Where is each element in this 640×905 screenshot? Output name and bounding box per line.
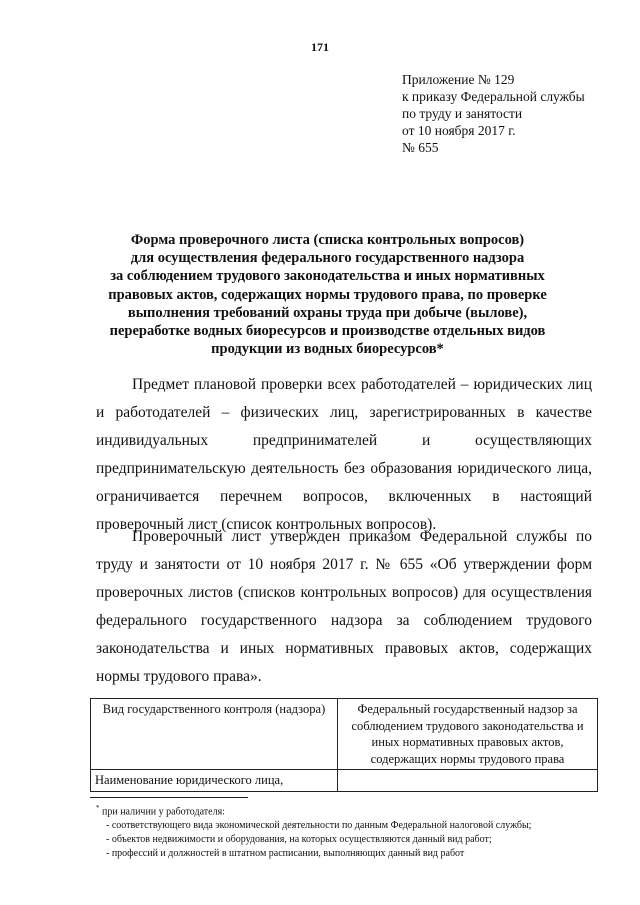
appendix-line: по труду и занятости xyxy=(402,106,523,121)
subject-paragraph: Предмет плановой проверки всех работодателей – юридических лиц и работодателей – физических лиц, зарегистрированных в качестве индивидуальных предпринимателей и осуществляющих предпринимательскую деятельность без образования юридического лица, ограничивается перечнем вопросов, включенных в настоящий проверочный лист (список контрольных вопросов). xyxy=(96,376,592,533)
title-line: выполнения требований охраны труда при добыче (вылове), xyxy=(127,304,528,321)
footnote-item: - профессий и должностей в штатном расписании, выполняющих данный вид работ xyxy=(106,848,465,860)
footnote-item: - объектов недвижимости и оборудования, на которых осуществляются данный вид работ; xyxy=(106,834,492,846)
title-line: продукции из водных биоресурсов* xyxy=(211,341,444,358)
table-cell-value: Федеральный государственный надзор за соблюдением трудового законодательства и иных нормативных правовых актов, содержащих нормы трудового права xyxy=(338,699,598,770)
appendix-line: от 10 ноября 2017 г. xyxy=(402,123,516,138)
appendix-line: № 655 xyxy=(402,140,439,155)
title-line: для осуществления федерального государственного надзора xyxy=(130,250,525,267)
footnote-intro xyxy=(96,801,531,819)
title-line: правовых актов, содержащих нормы трудового права, по проверке xyxy=(108,286,547,303)
table-cell-label: Вид государственного контроля (надзора) xyxy=(91,699,338,770)
footnote-intro-text: при наличии у работодателя: xyxy=(102,806,225,818)
page-number: 171 xyxy=(311,40,329,54)
footnotes xyxy=(96,801,531,861)
table-cell-value xyxy=(338,770,598,792)
appendix-header xyxy=(402,71,585,156)
footnote-marker: * xyxy=(96,804,100,812)
title-line: переработке водных биоресурсов и производстве отдельных видов xyxy=(109,323,546,340)
approval-paragraph: Проверочный лист утвержден приказом Федеральной службы по труду и занятости от 10 ноября 2017 г. № 655 «Об утверждении форм проверочных листов (списков контрольных вопросов) для осуществления федерального государственного надзора за соблюдением трудового законодательства и иных нормативных правовых актов, содержащих нормы трудового права». xyxy=(96,528,592,685)
table-row xyxy=(91,770,598,792)
footnote-divider xyxy=(90,797,248,798)
document-title xyxy=(90,231,565,358)
table-cell-label: Наименование юридического лица, xyxy=(91,770,338,792)
title-line: за соблюдением трудового законодательства и иных нормативных xyxy=(110,268,545,285)
appendix-line: к приказу Федеральной службы xyxy=(402,89,585,104)
title-line: Форма проверочного листа (списка контрольных вопросов) xyxy=(130,232,525,248)
control-type-table xyxy=(90,698,598,792)
appendix-line: Приложение № 129 xyxy=(402,72,515,87)
footnote-item: - соответствующего вида экономической деятельности по данным Федеральной налоговой службы; xyxy=(106,820,532,832)
table-row xyxy=(91,699,598,770)
